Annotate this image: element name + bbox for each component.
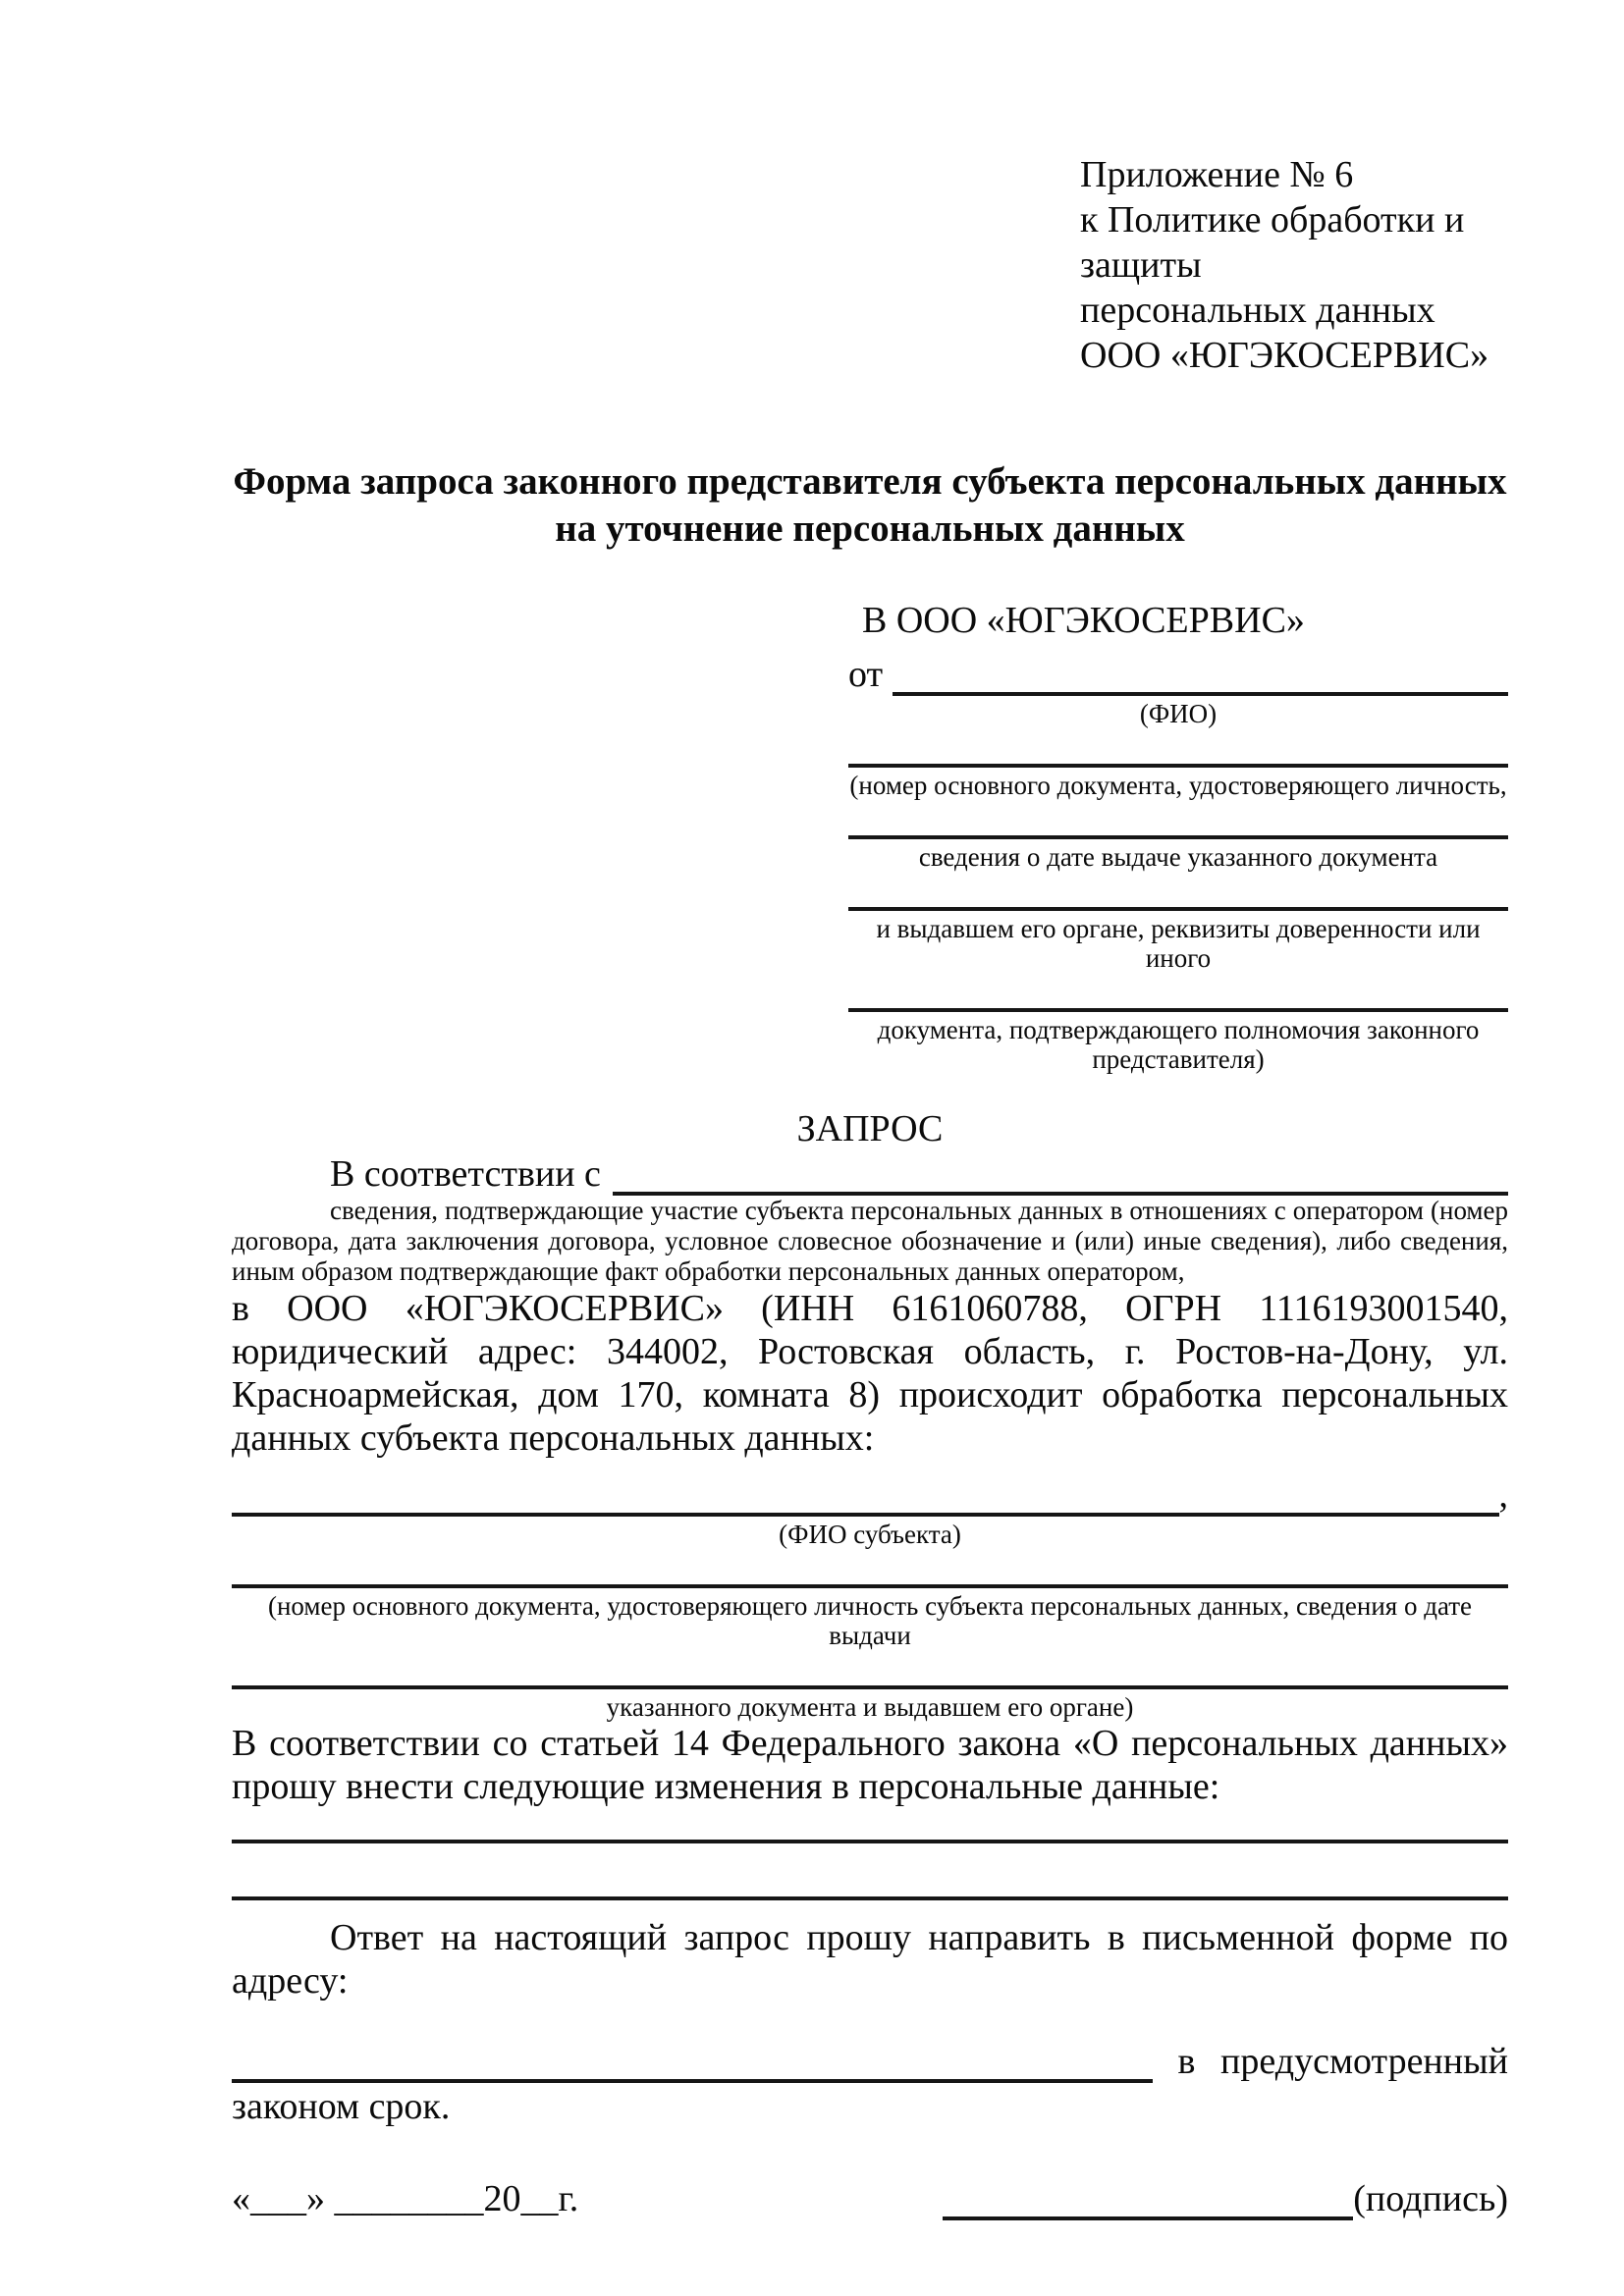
answer-tail-word: в: [1177, 2041, 1196, 2082]
basis-footnote: сведения, подтверждающие участие субъекта персональных данных в отношениях с оператором (номер договора, дата заключения договора, условное словесное обозначение и (или) иные сведения), либо сведения, иным образом подтверждающие факт обработки персональных данных оператором,: [232, 1196, 1508, 1286]
field-caption-doc-1: (номер основного документа, удостоверяющего личность,: [849, 771, 1507, 800]
subject-fio-field: [232, 1473, 1508, 1517]
answer-tail-word: предусмотренный: [1220, 2041, 1508, 2082]
subject-comma: ,: [1498, 1474, 1508, 1516]
subject-fio-blank-line: [232, 1483, 1499, 1517]
subject-doc-caption-2: указанного документа и выдавшем его органе): [606, 1692, 1134, 1722]
appendix-header: [1080, 152, 1508, 378]
date-signature-row: [232, 2177, 1508, 2220]
request-heading: ЗАПРОС: [796, 1108, 944, 1149]
form-title-line2: на уточнение персональных данных: [555, 507, 1185, 550]
appendix-line: Приложение № 6: [1080, 154, 1354, 195]
closing-text: законом срок.: [232, 2086, 451, 2127]
fio-blank-line: [893, 653, 1508, 696]
date-placeholder: «___» ________20__г.: [232, 2178, 579, 2219]
address-blank-line: [232, 2040, 1153, 2083]
appendix-line: к Политике обработки и защиты: [1080, 199, 1465, 286]
subject-fio-caption: (ФИО субъекта): [779, 1520, 961, 1549]
subject-doc-blank-line: [232, 1549, 1508, 1588]
subject-doc-caption-1: (номер основного документа, удостоверяющего личность субъекта персональных данных, сведения о дате выдачи: [267, 1591, 1473, 1650]
answer-paragraph: Ответ на настоящий запрос прошу направить в письменной форме по адресу:: [232, 1917, 1508, 2002]
form-title-line1: Форма запроса законного представителя субъекта персональных данных: [233, 460, 1507, 503]
from-field: [848, 653, 1508, 696]
field-caption-doc-2: сведения о дате выдаче указанного документа: [918, 842, 1438, 872]
representative-doc-blank-line: [848, 800, 1508, 839]
signature-field: [943, 2177, 1508, 2220]
recipient-block: [848, 598, 1508, 1074]
basis-field: [232, 1152, 1508, 1196]
basis-label: В соответствии с: [330, 1153, 601, 1195]
representative-doc-blank-line: [848, 728, 1508, 768]
signature-blank-line: [943, 2177, 1353, 2220]
recipient-org: В ООО «ЮГЭКОСЕРВИС»: [862, 600, 1305, 641]
signature-caption: (подпись): [1353, 2178, 1508, 2219]
representative-doc-blank-line: [848, 872, 1508, 911]
address-field: [232, 2040, 1508, 2083]
appendix-line: ООО «ЮГЭКОСЕРВИС»: [1080, 335, 1489, 376]
changes-blank-line-1: [232, 1808, 1508, 1843]
changes-blank-line-2: [232, 1843, 1508, 1900]
appendix-line: персональных данных: [1080, 290, 1435, 331]
operator-paragraph: в ООО «ЮГЭКОСЕРВИС» (ИНН 6161060788, ОГРН 1116193001540, юридический адрес: 344002, Ростовская область, г. Ростов-на-Дону, ул. Красноармейская, дом 170, комната 8) происходит обработка персональных данных субъекта персональных данных:: [232, 1288, 1508, 1459]
field-caption-doc-4: документа, подтверждающего полномочия законного представителя): [877, 1015, 1480, 1074]
representative-doc-blank-line: [848, 973, 1508, 1012]
fio-caption: (ФИО): [1139, 699, 1218, 728]
basis-blank-line: [613, 1152, 1508, 1196]
from-label: от: [848, 654, 884, 695]
subject-doc-blank-line: [232, 1650, 1508, 1689]
form-title: [232, 458, 1508, 553]
law-paragraph: В соответствии со статьей 14 Федерального закона «О персональных данных» прошу внести следующие изменения в персональные данные:: [232, 1723, 1508, 1807]
field-caption-doc-3: и выдавшем его органе, реквизиты доверенности или иного: [876, 914, 1481, 973]
